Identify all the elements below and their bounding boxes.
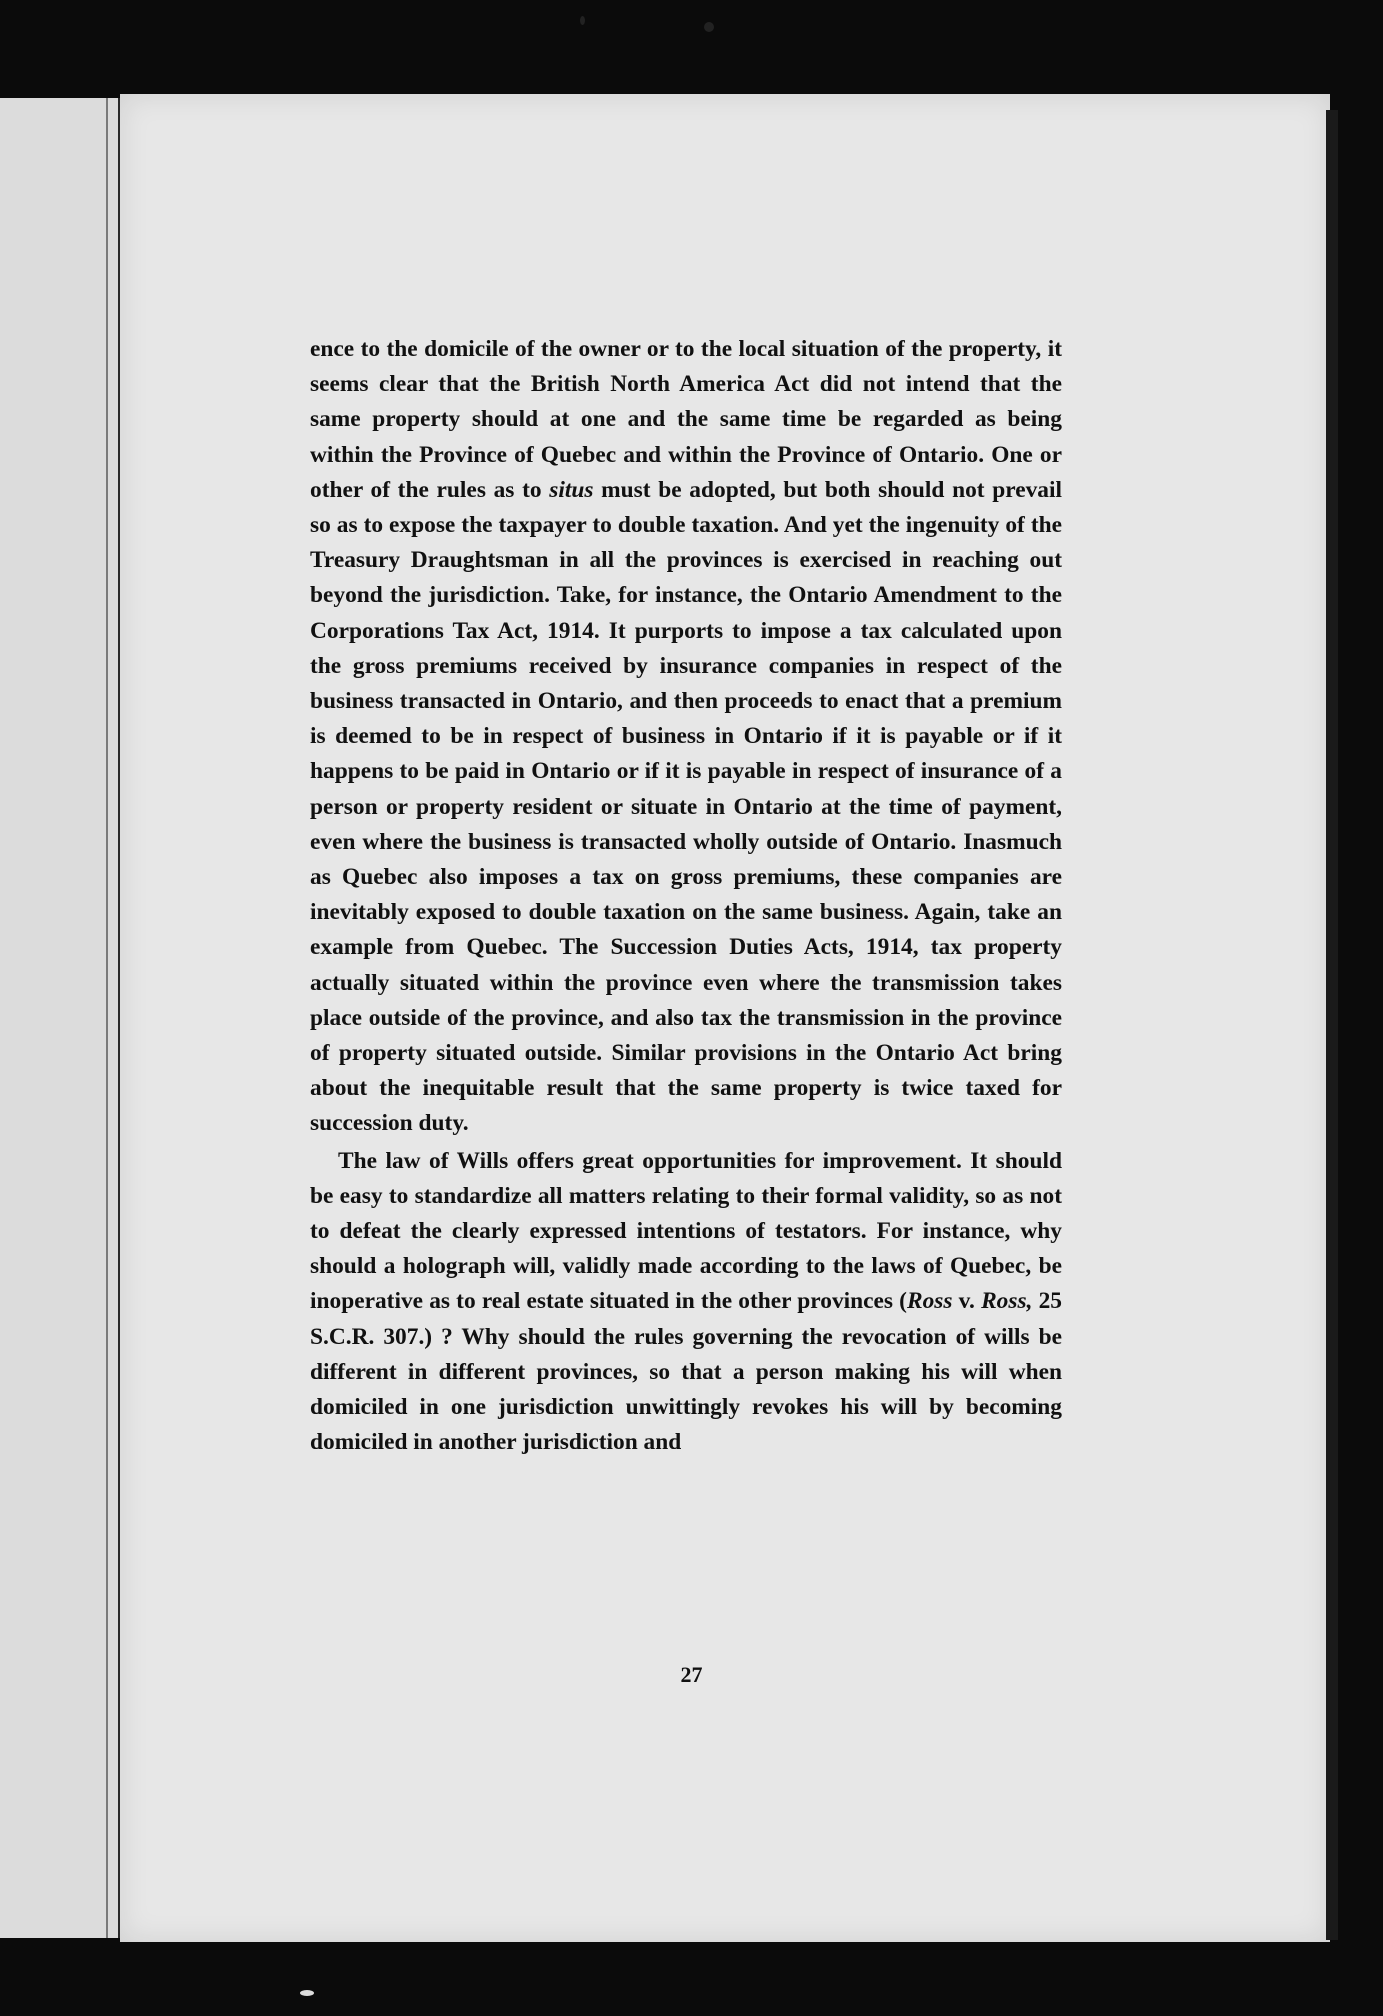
paragraph-2-segment: 25 S.C.R. 307.) ? Why should the rules governing the revocation of wills be different in different provinces, so that a person making his will when domiciled in one jurisdiction unwittingly revokes his will by becoming domiciled in another jurisdiction and [310, 1288, 1062, 1456]
paragraph-1-segment: ence to the domicile of the owner or to the local situation of the property, it seems clear that the British North America Act did not intend that the same property should at one and the same time be regarded as being within the Province of Quebec and within the Province of Ontario. One or other of the rules as to [310, 336, 1062, 503]
paragraph-2-italic-segment: Ross [906, 1288, 953, 1315]
paragraph-1-segment: must be adopted, but both should not prevail so as to expose the taxpayer to double taxation. And yet the ingenuity of the Treasury Draughtsman in all the provinces is exercised in reaching out beyond the jurisdiction. Take, for instance, the Ontario Amendment to the Corporations Tax Act, 1914. It purports to impose a tax calculated upon the gross premiums received by insurance companies in respect of the business transacted in Ontario, and then proceeds to enact that a premium is deemed to be in respect of business in Ontario if it is payable or if it happens to be paid in Ontario or if it is payable in respect of insurance of a person or property resident or situate in Ontario at the time of payment, even where the business is transacted wholly outside of Ontario. Inasmuch as Quebec also imposes a tax on gross premiums, these companies are inevitably exposed to double taxation on the same business. Again, take an example from Quebec. The Succession Duties Acts, 1914, tax property actually situated within the province even where the transmission takes place outside of the province, and also tax the transmission in the province of property situated outside. Similar provisions in the Ontario Act bring about the inequitable result that the same property is twice taxed for succession duty. [310, 476, 1062, 1137]
paragraph-1 [310, 332, 1062, 1142]
paragraph-2-segment: The law of Wills offers great opportunities for improvement. It should be easy to standardize all matters relating to their formal validity, so as not to defeat the clearly expressed intentions of testators. For instance, why should a holograph will, validly made according to the laws of Quebec, be inoperative as to real estate situated in the other provinces ( [310, 1147, 1062, 1315]
paragraph-2-segment: v. [952, 1288, 982, 1315]
scan-speck [580, 16, 585, 25]
paragraph-1-italic-segment: situs [549, 476, 594, 503]
paragraph-2 [310, 1144, 1062, 1461]
paragraph-2-italic-segment: Ross, [981, 1288, 1033, 1315]
page-number: 27 [680, 1662, 703, 1687]
scan-speck [704, 22, 714, 32]
scan-speck [300, 1990, 314, 1996]
body-text [310, 332, 1062, 1461]
